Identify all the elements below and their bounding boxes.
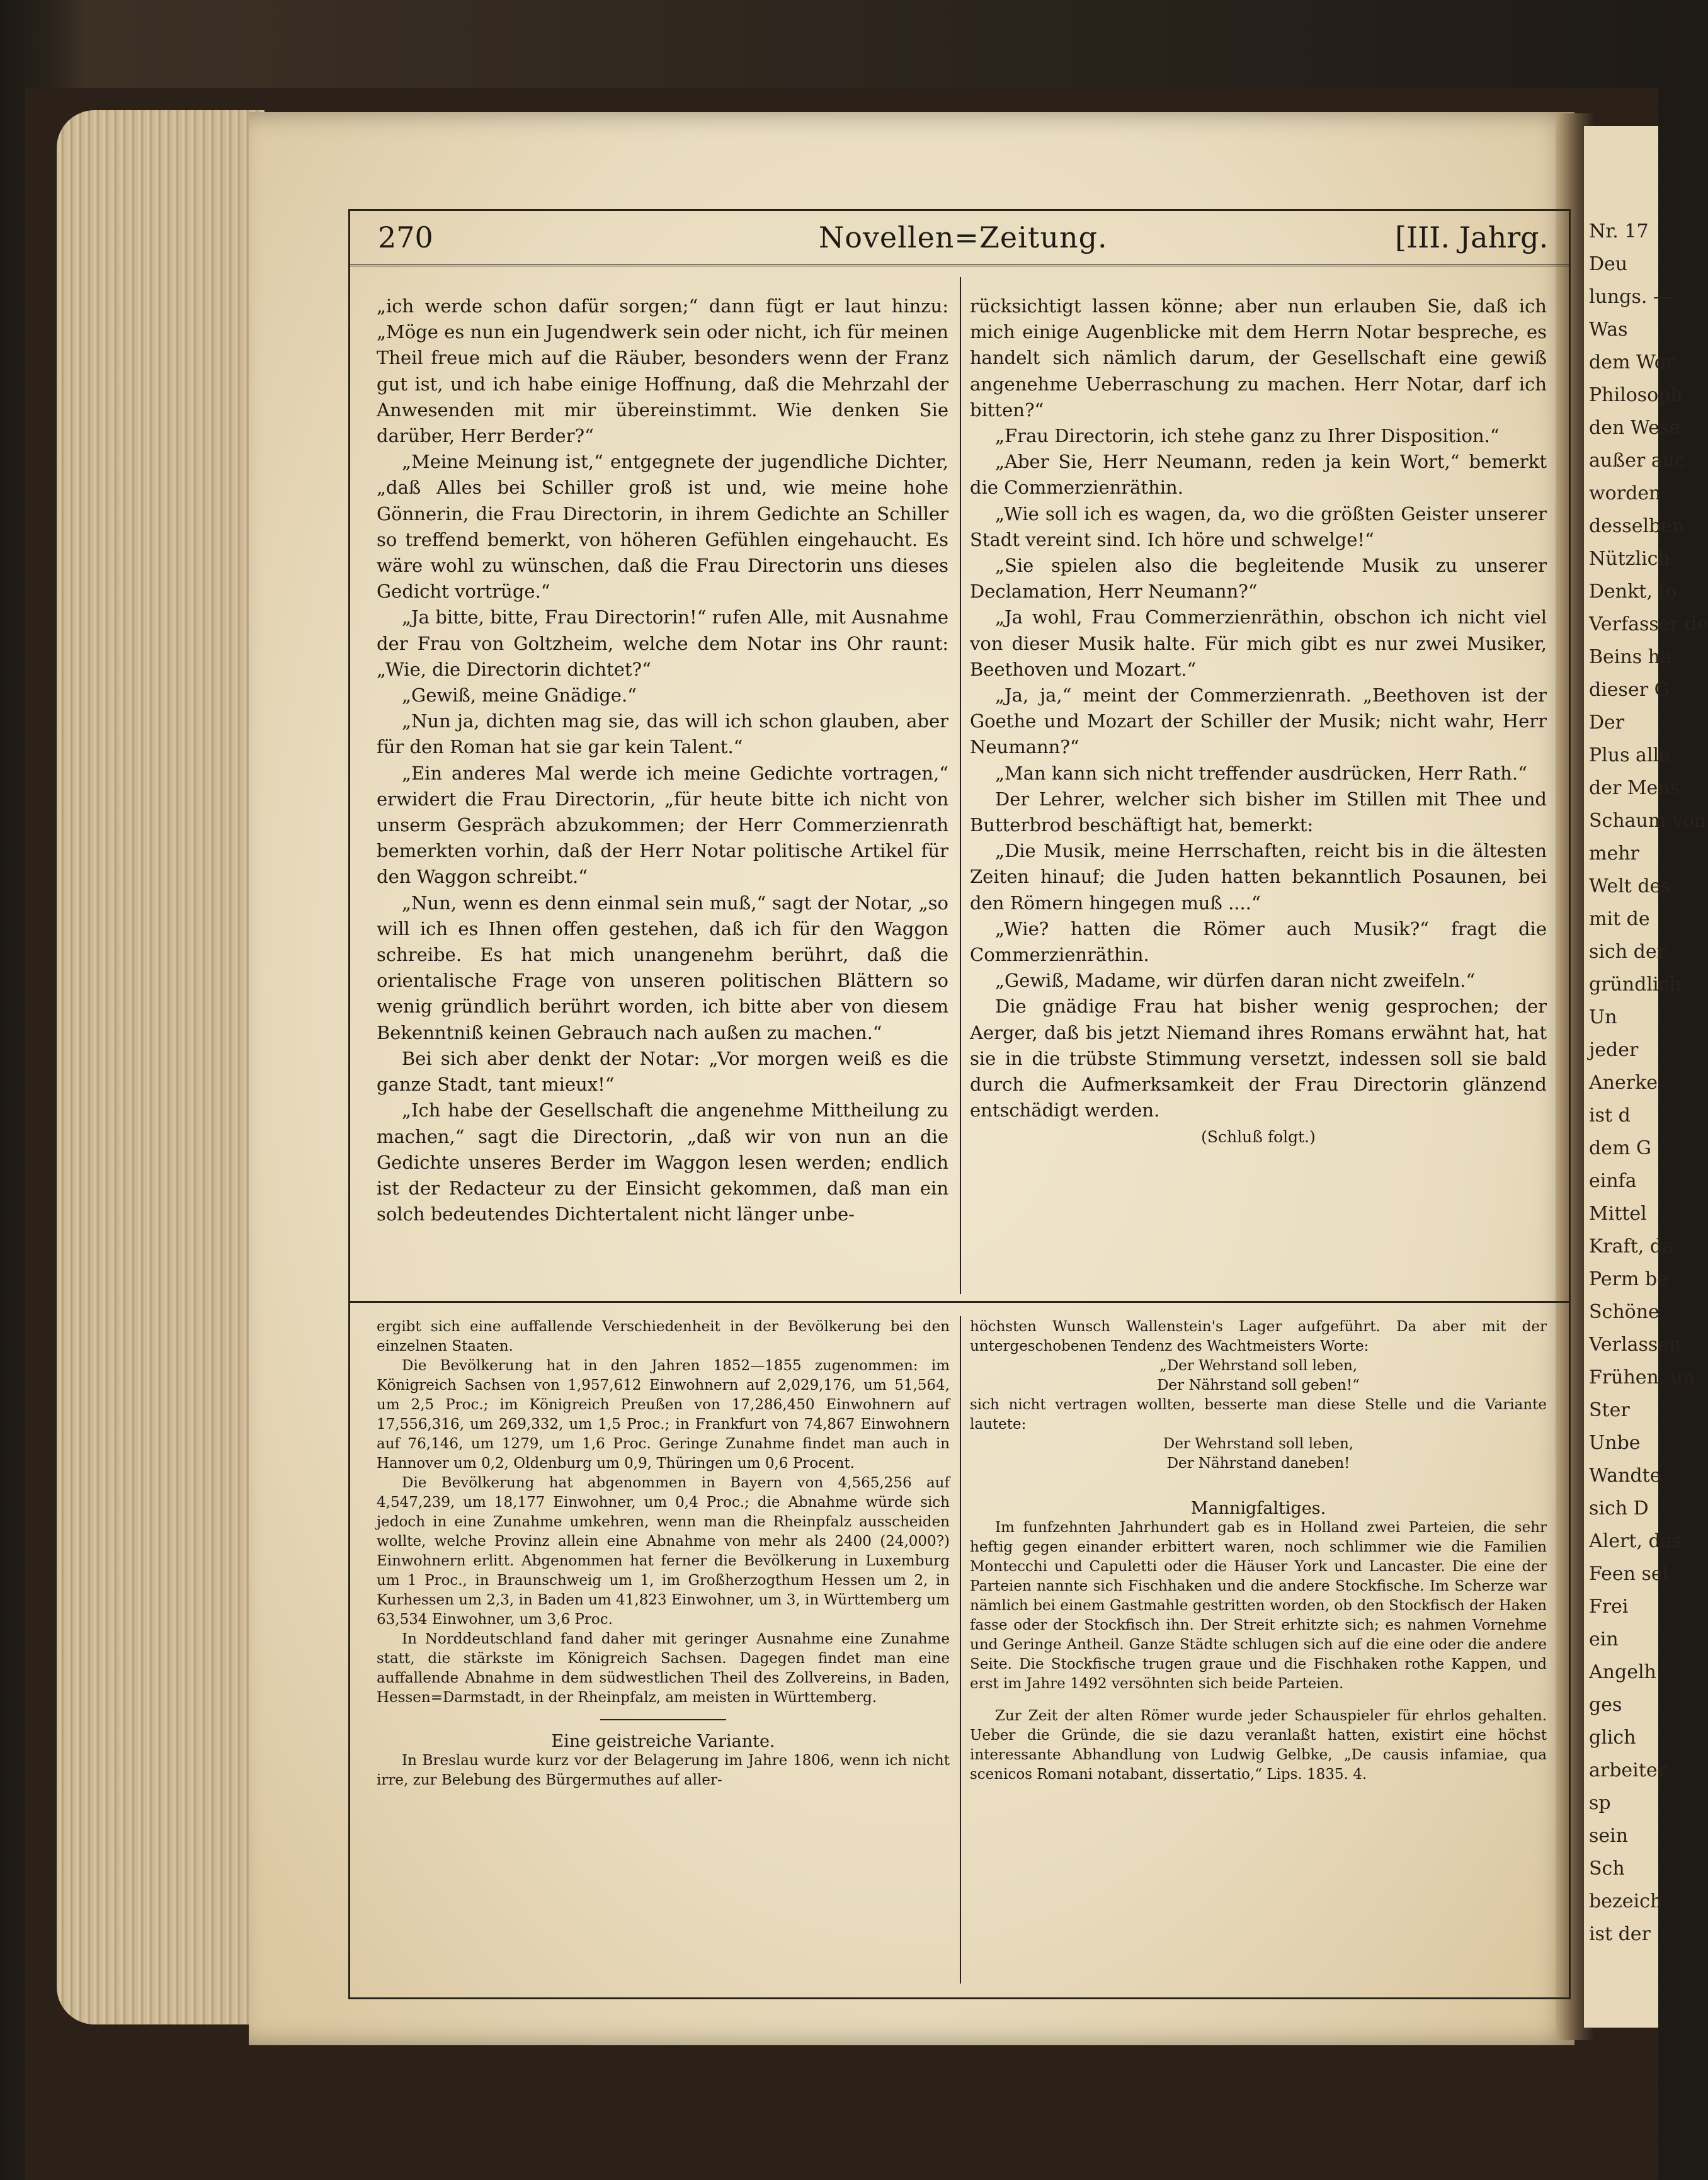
next-page-fragment-line: Unbe — [1589, 1432, 1641, 1454]
next-page-fragment-line: Sch — [1589, 1858, 1625, 1880]
paragraph: „Ich habe der Gesellschaft die angenehme Mittheilung zu machen,“ sagt die Directorin, „daß wir von nun an die Gedichte unseres Berder im Waggon lesen werden; endlich ist der Redacteur zu der Einsicht gekommen, daß man ein solch bedeutendes Dichtertalent nicht länger unbe- — [377, 1099, 948, 1225]
next-page-fragment-line: Nützlich — [1589, 548, 1670, 570]
next-page-fragment-line: den Wese — [1589, 417, 1681, 439]
paragraph: „ich werde schon dafür sorgen;“ dann fügt er laut hinzu: „Möge es nun ein Jugendwerk sein oder nicht, ich für meinen Theil freue mich auf die Räuber, besonders wenn der Franz gut ist, und ich habe einige Hoffnung, daß die Mehrzahl der Anwesenden mit mir übereinstimmt. Wie denken Sie darüber, Herr Berder?“ — [377, 295, 948, 447]
next-page-fragment-line: arbeiter — [1589, 1759, 1666, 1781]
next-page-fragment-line: Frühen, un — [1589, 1366, 1695, 1388]
next-page-fragment-line: sein — [1589, 1825, 1629, 1847]
bottom-right-column — [970, 1317, 1547, 1785]
next-page-fragment-line: sp — [1589, 1792, 1611, 1814]
next-page-fragment-line: Feen sei — [1589, 1563, 1669, 1585]
next-page-fragment-line: außer auc — [1589, 450, 1685, 472]
next-page-fragment-line: dem Wor — [1589, 351, 1675, 373]
paragraph: ergibt sich eine auffallende Verschiedenheit in der Bevölkerung bei den einzelnen Staaten. — [377, 1319, 950, 1354]
paragraph: In Norddeutschland fand daher mit geringer Ausnahme eine Zunahme statt, die stärkste im Königreich Sachsen. Dagegen findet man eine auffallende Abnahme in dem südwestlichen Theil des Zollvereins, in Baden, Hessen=Darmstadt, in der Rheinpfalz, am meisten in Württemberg. — [377, 1631, 950, 1706]
paragraph: Der Lehrer, welcher sich bisher im Stillen mit Thee und Butterbrod beschäftigt hat, bemerkt: — [970, 788, 1547, 836]
bottom-left-column — [377, 1317, 950, 1790]
paragraph: Bei sich aber denkt der Notar: „Vor morgen weiß es die ganze Stadt, tant mieux!“ — [377, 1047, 948, 1096]
next-page-fragment-line: dieser G — [1589, 679, 1670, 701]
paragraph: höchsten Wunsch Wallenstein's Lager aufgeführt. Da aber mit der untergeschobenen Tendenz des Wachtmeisters Worte: — [970, 1319, 1547, 1354]
next-page-fragment-line: sich D — [1589, 1497, 1649, 1519]
next-page-fragment-line: der Mens — [1589, 777, 1680, 799]
right-column — [970, 293, 1547, 1150]
next-page-fragment-line: Kraft, da — [1589, 1235, 1673, 1257]
next-page-fragment-line: dem G — [1589, 1137, 1651, 1159]
next-page-fragment-line: Schaum von — [1589, 810, 1707, 832]
next-page-fragment-line: Frei — [1589, 1596, 1629, 1618]
paragraph: „Man kann sich nicht treffender ausdrücken, Herr Rath.“ — [995, 762, 1527, 784]
next-page-fragment-line: Beins ha — [1589, 646, 1671, 668]
paragraph: „Frau Directorin, ich stehe ganz zu Ihrer Disposition.“ — [995, 425, 1500, 447]
divider — [600, 1719, 726, 1720]
next-page-fragment-line: einfa — [1589, 1170, 1637, 1192]
paragraph: „Ein anderes Mal werde ich meine Gedichte vortragen,“ erwidert die Frau Directorin, „für heute bitte ich nicht von unserm Gespräch abzukommen; der Herr Commerzienrath bemerkten vorhin, daß der Herr Notar politische Artikel für den Waggon schreibt.“ — [377, 762, 948, 888]
paragraph: Die Bevölkerung hat abgenommen in Bayern von 4,565,256 auf 4,547,239, um 18,177 Einwohner, um 0,4 Proc.; die Abnahme würde sich jedoch in eine Zunahme umkehren, wenn man die Rheinpfalz ausscheiden wollte, welche Provinz allein eine Abnahme von mehr als 2400 (24,000?) Einwohnern erlitt. Abgenommen hat ferner die Bevölkerung in Luxemburg um 1 Proc., in Braunschweig um 1, im Großherzogthum Hessen um 2, in Kurhessen um 2,3, in Baden um 41,823 Einwohner, um 3, in Württemberg um 63,534 Einwohner, um 3,6 Proc. — [377, 1475, 950, 1628]
paragraph: rücksichtigt lassen könne; aber nun erlauben Sie, daß ich mich einige Augenblicke mit dem Herrn Notar bespreche, es handelt sich nämlich darum, der Gesellschaft eine gewiß angenehme Ueberraschung zu machen. Herr Notar, darf ich bitten?“ — [970, 295, 1547, 421]
next-page-fragment-line: Plus alle — [1589, 744, 1670, 766]
next-page-fragment-line: Perm be — [1589, 1268, 1668, 1290]
volume-label: [III. Jahrg. — [1395, 220, 1549, 254]
verse-line: Der Nährstand soll geben!“ — [1157, 1377, 1360, 1394]
next-page-fragment-line: Verfasser de — [1589, 613, 1708, 635]
next-page-fragment-line: Schöne — [1589, 1301, 1660, 1323]
paragraph: „Wie? hatten die Römer auch Musik?“ fragt die Commerzienräthin. — [970, 917, 1547, 966]
next-page-fragment-line: glich — [1589, 1727, 1636, 1749]
left-column — [377, 293, 948, 1227]
paragraph: „Aber Sie, Herr Neumann, reden ja kein Wort,“ bemerkt die Commerzienräthin. — [970, 451, 1547, 499]
next-page-fragment-line: Was — [1589, 319, 1628, 341]
next-page-fragment-line: ist der — [1589, 1923, 1651, 1945]
page-edges — [57, 110, 265, 2024]
next-page-fragment-line: bezeich — [1589, 1890, 1663, 1912]
next-page-fragment-line: Wandte — [1589, 1465, 1661, 1487]
column-divider-bottom — [960, 1316, 961, 1984]
journal-title: Novellen=Zeitung. — [819, 220, 1108, 254]
next-page-fragment-line: jeder — [1589, 1039, 1639, 1061]
paragraph: Die gnädige Frau hat bisher wenig gesprochen; der Aerger, daß bis jetzt Niemand ihres Romans erwähnt hat, hat sie in die trübste Stimmung versetzt, indessen soll sie bald durch die Aufmerksamkeit der Frau Directorin glänzend entschädigt werden. — [970, 996, 1547, 1121]
paragraph: Die Bevölkerung hat in den Jahren 1852—1855 zugenommen: im Königreich Sachsen von 1,957,612 Einwohnern auf 2,029,176, um 51,564, um 2,5 Proc.; im Königreich Preußen von 17,286,450 Einwohnern auf 17,556,316, um 269,332, um 1,5 Proc.; in Frankfurt von 74,867 Einwohnern auf 76,146, um 1279, um 1,6 Proc. Geringe Zunahme findet man auch in Hannover um 0,2, Oldenburg um 0,9, Thüringen um 0,6 Procent. — [377, 1358, 950, 1472]
next-page-fragment-line: Verlassen — [1589, 1334, 1682, 1356]
paragraph: „Meine Meinung ist,“ entgegnete der jugendliche Dichter, „daß Alles bei Schiller groß ist und, wie meine hohe Gönnerin, die Frau Directorin, in ihrem Gedichte an Schiller so treffend bemerkt, von höheren Gefühlen eingehaucht. Es wäre wohl zu wünschen, daß die Frau Directorin uns dieses Gedicht vortrüge.“ — [377, 451, 948, 603]
paragraph: „Nun, wenn es denn einmal sein muß,“ sagt der Notar, „so will ich es Ihnen offen gestehen, daß ich für den Waggon schreibe. Es hat mich unangenehm berührt, daß die orientalische Frage von unseren politischen Blättern so wenig gründlich berührt worden, ich bitte aber von diesem Bekenntniß keinen Gebrauch nach außen zu machen.“ — [377, 892, 948, 1043]
header-rule — [350, 264, 1569, 266]
next-page-fragment-line: Ster — [1589, 1399, 1630, 1421]
column-divider — [960, 277, 961, 1294]
paragraph: „Gewiß, Madame, wir dürfen daran nicht zweifeln.“ — [995, 970, 1476, 992]
paragraph: „Ja, ja,“ meint der Commerzienrath. „Beethoven ist der Goethe und Mozart der Schiller der Musik; nicht wahr, Herr Neumann?“ — [970, 684, 1547, 758]
next-page-fragment-line: worden — [1589, 482, 1661, 504]
next-page-fragment-line: Alert, das — [1589, 1530, 1682, 1552]
next-page-fragment-line: mit de — [1589, 908, 1650, 930]
next-page-fragment — [1584, 126, 1708, 2028]
paragraph: „Nun ja, dichten mag sie, das will ich schon glauben, aber für den Roman hat sie gar kein Talent.“ — [377, 710, 948, 758]
next-page-fragment-line: ein — [1589, 1628, 1619, 1650]
paragraph: „Ja wohl, Frau Commerzienräthin, obschon ich nicht viel von dieser Musik halte. Für mich gibt es nur zwei Musiker, Beethoven und Mozart.“ — [970, 606, 1547, 680]
next-page-fragment-line: Nr. 17 — [1589, 220, 1649, 242]
verse-line: Der Wehrstand soll leben, — [1163, 1436, 1354, 1452]
continued-note: (Schluß folgt.) — [1201, 1127, 1316, 1146]
paragraph: In Breslau wurde kurz vor der Belagerung im Jahre 1806, wenn ich nicht irre, zur Belebung des Bürgermuthes auf aller- — [377, 1752, 950, 1788]
next-page-fragment-line: Angelh — [1589, 1661, 1656, 1683]
next-page-fragment-line: ges — [1589, 1694, 1622, 1716]
next-page-fragment-line: Anerke — [1589, 1072, 1658, 1094]
next-page-fragment-line: Un — [1589, 1006, 1617, 1028]
next-page-fragment-line: Der — [1589, 712, 1625, 734]
next-page-fragment-line: Mittel — [1589, 1203, 1647, 1225]
next-page-fragment-line: Philosoph — [1589, 384, 1683, 406]
next-page-fragment-line: Welt des — [1589, 875, 1671, 897]
next-page-fragment-line: desselben — [1589, 515, 1685, 537]
section-title: Mannigfaltiges. — [1190, 1499, 1326, 1518]
next-page-fragment-line: ist d — [1589, 1104, 1631, 1127]
next-page-fragment-line: lungs. — — [1589, 286, 1672, 308]
verse-line: Der Nährstand daneben! — [1166, 1455, 1350, 1472]
paragraph: Zur Zeit der alten Römer wurde jeder Schauspieler für ehrlos gehalten. Ueber die Gründe, die sie dazu veranlaßt hatten, existirt eine höchst interessante Abhandlung von Ludwig Gelbke, „De causis infamiae, qua scenicos Romani notabant, dissertatio,“ Lips. 1835. 4. — [970, 1708, 1547, 1783]
next-page-fragment-line: mehr — [1589, 843, 1639, 865]
paragraph: „Gewiß, meine Gnädige.“ — [402, 684, 637, 707]
next-page-fragment-line: sich der — [1589, 941, 1666, 963]
page-number: 270 — [378, 220, 433, 254]
verse-line: „Der Wehrstand soll leben, — [1159, 1358, 1358, 1374]
next-page-fragment-line: Deu — [1589, 253, 1628, 275]
paragraph: „Sie spielen also die begleitende Musik zu unserer Declamation, Herr Neumann?“ — [970, 555, 1547, 603]
section-title: Eine geistreiche Variante. — [551, 1732, 775, 1751]
paragraph: „Die Musik, meine Herrschaften, reicht bis in die ältesten Zeiten hinauf; die Juden hatten bekanntlich Posaunen, bei den Römern hingegen muß ....“ — [970, 840, 1547, 914]
paragraph: „Ja bitte, bitte, Frau Directorin!“ rufen Alle, mit Ausnahme der Frau von Goltzheim, welche dem Notar ins Ohr raunt: „Wie, die Directorin dichtet?“ — [377, 606, 948, 680]
section-rule — [350, 1301, 1569, 1303]
paragraph: sich nicht vertragen wollten, besserte man diese Stelle und die Variante lautete: — [970, 1397, 1547, 1433]
next-page-fragment-line: Denkt, fo — [1589, 581, 1677, 603]
paragraph: Im funfzehnten Jahrhundert gab es in Holland zwei Parteien, die sehr heftig gegen einander erbittert waren, noch schlimmer wie die Familien Montecchi und Capuletti oder die Häuser York und Lancaster. Die eine der Parteien nannte sich Fischhaken und die andere Stockfische. Im Scherze war nämlich bei einem Gastmahle gestritten worden, ob den Stockfisch der Haken fasse oder der Stockfisch ihn. Der Streit erhitzte sich; es nahmen Vornehme und Geringe Antheil. Ganze Städte schlugen sich auf die eine oder die andere Seite. Die Stockfische trugen graue und die Fischhaken rothe Kappen, und erst im Jahre 1492 versöhnten sich beide Parteien. — [970, 1519, 1547, 1692]
next-page-fragment-line: gründlich — [1589, 974, 1682, 996]
paragraph: „Wie soll ich es wagen, da, wo die größten Geister unserer Stadt vereint sind. Ich höre und schwelge!“ — [970, 502, 1547, 550]
